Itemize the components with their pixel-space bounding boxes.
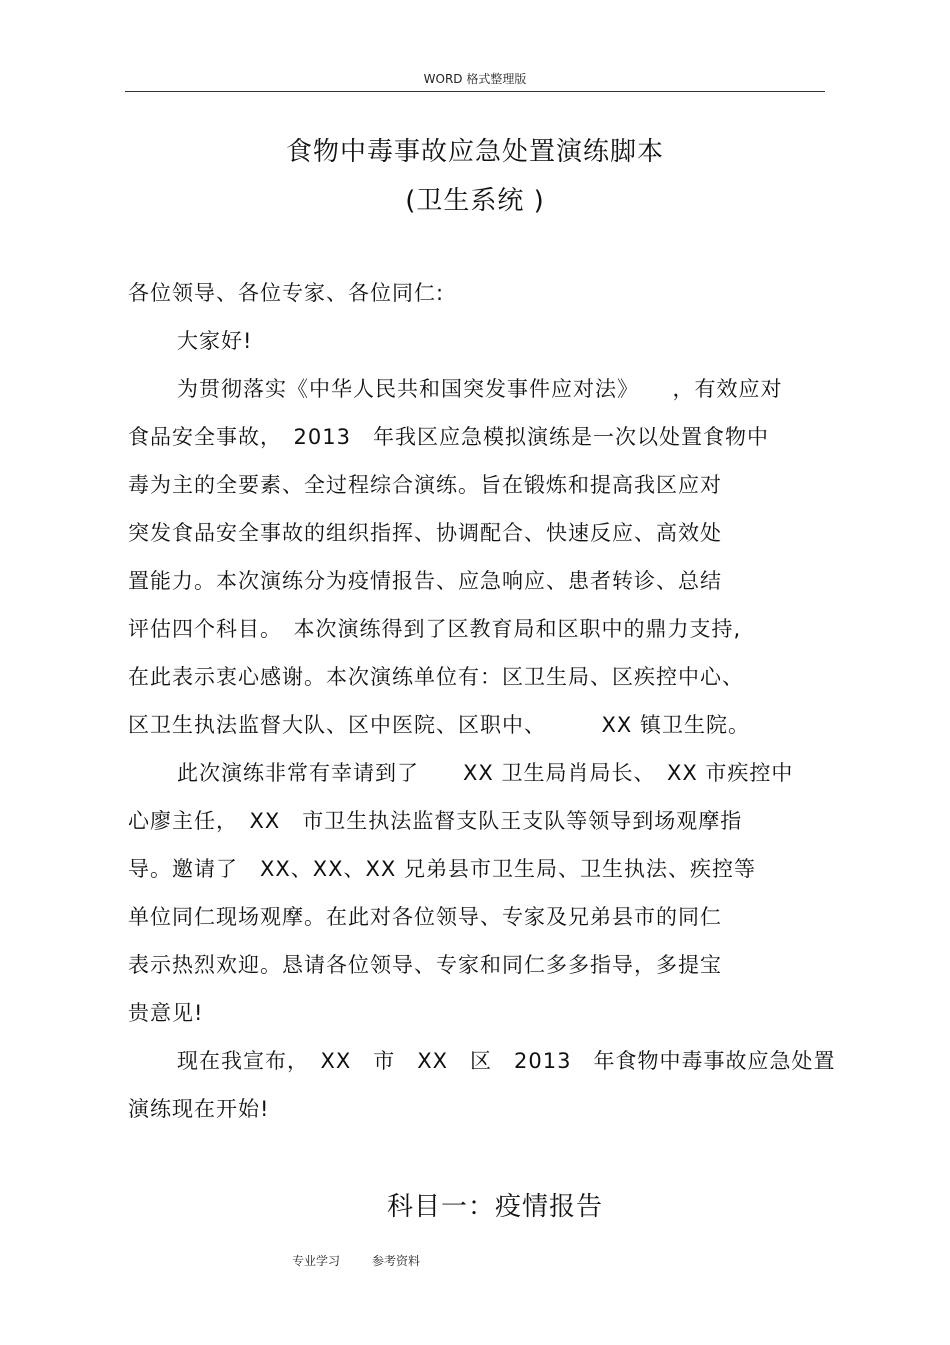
paragraph-line: 突发食品安全事故的组织指挥、协调配合、快速反应、高效处 [128, 521, 722, 545]
document-title: 食物中毒事故应急处置演练脚本 [285, 137, 664, 167]
paragraph-line: 为贯彻落实《中华人民共和国突发事件应对法》 ，有效应对 [177, 377, 783, 401]
section-heading: 科目一：疫情报告 [386, 1192, 603, 1222]
paragraph-line: 食品安全事故， 2013 年我区应急模拟演练是一次以处置食物中 [128, 425, 769, 449]
paragraph-line: 毒为主的全要素、全过程综合演练。旨在锻炼和提高我区应对 [128, 473, 722, 497]
paragraph-line: 评估四个科目。 本次演练得到了区教育局和区职中的鼎力支持, [128, 617, 742, 641]
paragraph-line: 表示热烈欢迎。恳请各位领导、专家和同仁多多指导，多提宝 [128, 953, 722, 977]
paragraph-line: 贵意见! [128, 1001, 204, 1025]
paragraph-line: 此次演练非常有幸请到了 XX 卫生局肖局长、 XX 市疾控中 [177, 761, 794, 785]
paragraph-line: 置能力。本次演练分为疫情报告、应急响应、患者转诊、总结 [128, 569, 722, 593]
page-header: WORD 格式整理版 [423, 72, 527, 86]
paragraph-line: 导。邀请了 XX、XX、XX 兄弟县市卫生局、卫生执法、疾控等 [128, 857, 756, 881]
paragraph-line: 单位同仁现场观摩。在此对各位领导、专家及兄弟县市的同仁 [128, 905, 722, 929]
footer-right: 参考资料 [372, 1254, 421, 1268]
document-subtitle: (卫生系统 ) [405, 186, 545, 216]
paragraph-line: 心廖主任， XX 市卫生执法监督支队王支队等领导到场观摩指 [128, 809, 743, 833]
greeting-line: 大家好! [177, 329, 253, 353]
paragraph-line: 现在我宣布， XX 市 XX 区 2013 年食物中毒事故应急处置 [177, 1049, 836, 1073]
salutation-line: 各位领导、各位专家、各位同仁: [128, 281, 445, 305]
header-rule [125, 91, 825, 92]
footer-left: 专业学习 [292, 1254, 341, 1268]
paragraph-line: 在此表示衷心感谢。本次演练单位有：区卫生局、区疾控中心、 [128, 665, 744, 689]
paragraph-line: 区卫生执法监督大队、区中医院、区职中、 XX 镇卫生院。 [128, 713, 750, 737]
paragraph-line: 演练现在开始! [128, 1097, 270, 1121]
